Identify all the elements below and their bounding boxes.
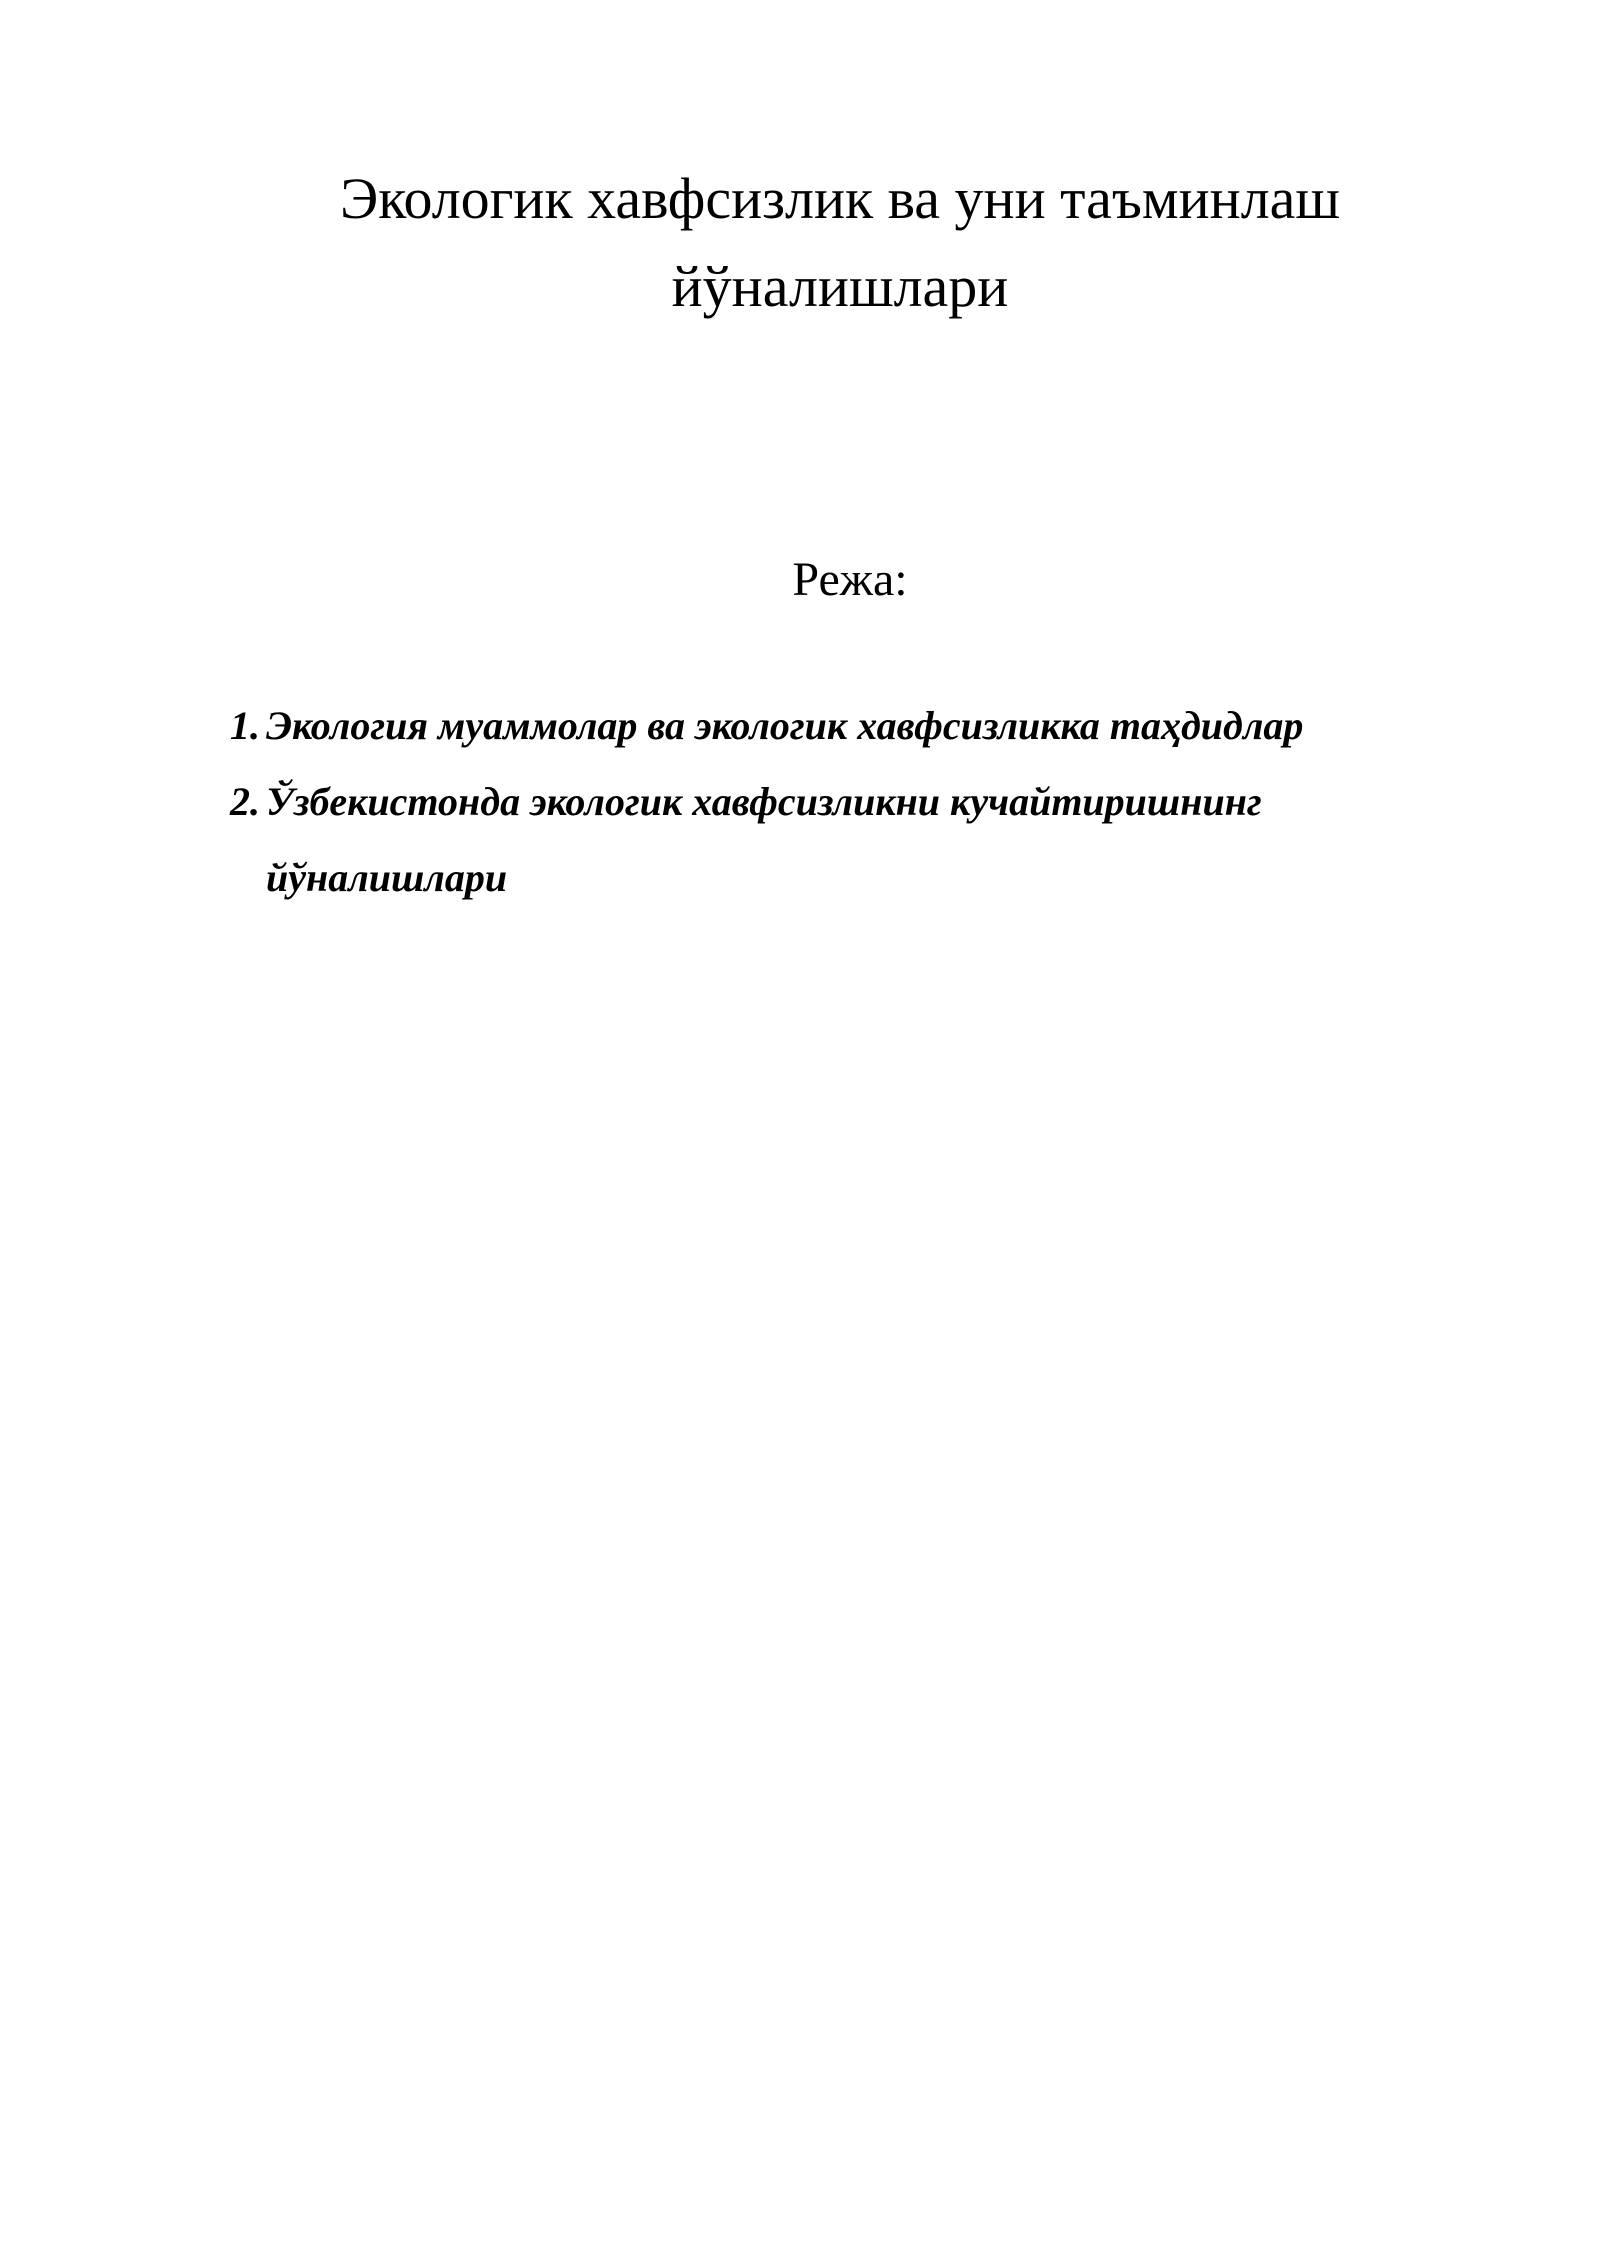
title-line-2: йўналишлари bbox=[671, 254, 1009, 319]
plan-list bbox=[230, 688, 1430, 916]
title-line-1: Экологик хавфсизлик ва уни таъминлаш bbox=[339, 166, 1341, 231]
plan-item-text: Ўзбекистонда экологик хавфсизликни кучайтиришнинг йўналишлари bbox=[266, 779, 1262, 900]
plan-item-1 bbox=[230, 688, 1430, 764]
plan-item-number: 2. bbox=[230, 779, 260, 824]
plan-item-2 bbox=[230, 764, 1430, 916]
plan-item-number: 1. bbox=[230, 703, 260, 748]
document-title bbox=[300, 155, 1380, 331]
plan-item-text: Экология муаммолар ва экологик хавфсизликка таҳдидлар bbox=[266, 703, 1304, 748]
plan-heading: Режа: bbox=[792, 553, 908, 606]
